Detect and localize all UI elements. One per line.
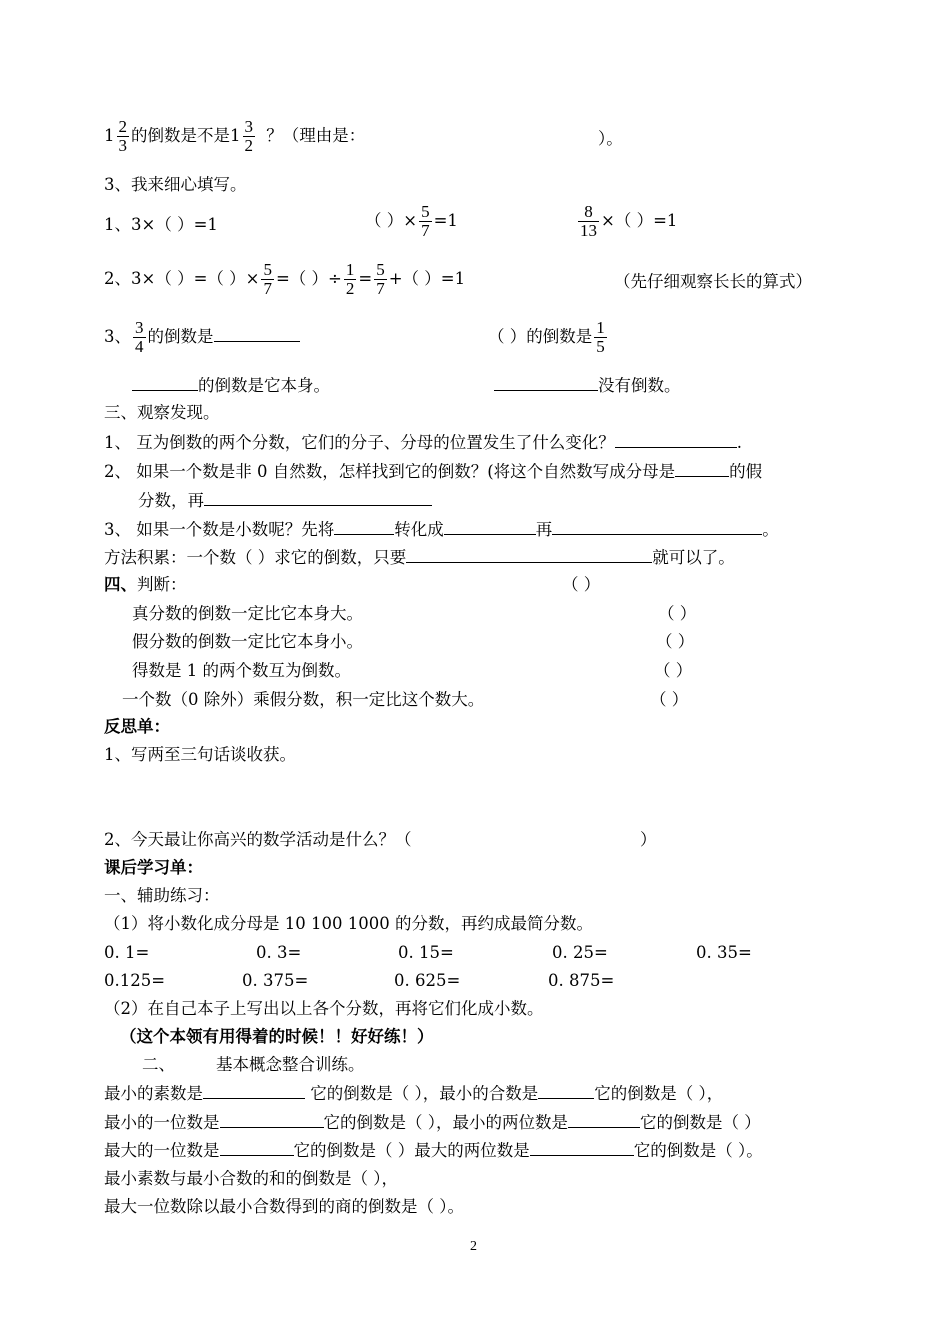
observe-q1: 1、 互为倒数的两个分数，它们的分子、分母的位置发生了什么变化？ . xyxy=(104,433,742,452)
decimal-item: 0. 15= xyxy=(398,943,454,962)
concept-line-3: 最大的一位数是 它的倒数是（ ）最大的两位数是 它的倒数是（ ）。 xyxy=(104,1141,763,1160)
blank-line xyxy=(406,546,652,563)
judge-paren-4: （ ） xyxy=(650,690,689,709)
blank-line xyxy=(494,374,598,391)
fill-row-1a: 1、3×（ ）=1 xyxy=(104,215,218,234)
intro-text-1: 的倒数是不是 xyxy=(131,126,230,145)
reflect-q2: 2、今天最让你高兴的数学活动是什么？（ xyxy=(104,830,412,849)
slogan: （这个本领有用得着的时候！！好好练！） xyxy=(120,1027,434,1046)
section-2-title: 基本概念整合训练。 xyxy=(216,1055,365,1074)
page-number: 2 xyxy=(470,1239,477,1254)
judge-item-2: 假分数的倒数一定比它本身小。 xyxy=(132,632,363,651)
intro-text-2: ？（理由是： xyxy=(266,126,366,145)
decimal-item: 0. 25= xyxy=(552,943,608,962)
section-3-title: 3、我来细心填写。 xyxy=(104,175,247,194)
fill-row-2: 2、3×（ ）=（ ）× $\frac{5}{7}$ =（ ）÷ $\frac{1}{2}$ = $\frac{5}{7}$ +（ ）=1 xyxy=(104,260,466,298)
aux-practice-1: （1）将小数化成分母是 10 100 1000 的分数，再约成最简分数。 xyxy=(104,914,593,933)
blank-line xyxy=(568,1111,640,1128)
judge-paren-0: （ ） xyxy=(562,575,601,594)
blank-line xyxy=(220,1111,324,1128)
fraction-5-7-b: $\frac{5}{7}$ xyxy=(263,260,272,298)
judge-item-3: 得数是 1 的两个数互为倒数。 xyxy=(132,661,351,680)
blank-line xyxy=(220,1139,294,1156)
decimal-item: 0. 625= xyxy=(394,971,461,990)
blank-line xyxy=(203,1082,305,1099)
mixed-whole-1: 1 xyxy=(104,126,115,145)
judge-paren-1: （ ） xyxy=(658,604,697,623)
fraction-3-2: $\frac{3}{2}$ xyxy=(244,117,253,155)
judge-item-1: 真分数的倒数一定比它本身大。 xyxy=(132,604,363,623)
fill-row-3b: （ ）的倒数是 $\frac{1}{5}$ xyxy=(488,318,605,356)
decimal-item: 0. 35= xyxy=(696,943,752,962)
blank-line xyxy=(132,374,198,391)
reflect-title: 反思单： xyxy=(104,717,170,736)
reflect-q2-close: ） xyxy=(640,830,657,849)
blank-line xyxy=(530,1139,634,1156)
decimal-item: 0. 375= xyxy=(242,971,309,990)
judge-item-4: 一个数（0 除外）乘假分数，积一定比这个数大。 xyxy=(122,690,485,709)
blank-line xyxy=(204,489,432,506)
blank-line xyxy=(334,518,394,535)
decimal-item: 0. 1= xyxy=(104,943,150,962)
decimal-item: 0.125= xyxy=(104,971,166,990)
section-judge-title: 四、判断： xyxy=(104,575,187,594)
intro-question xyxy=(104,118,365,155)
fraction-2-3: $\frac{2}{3}$ xyxy=(118,117,127,155)
concept-line-2: 最小的一位数是 它的倒数是（ ），最小的两位数是 它的倒数是（ ） xyxy=(104,1113,761,1132)
fraction-1-2: $\frac{1}{2}$ xyxy=(345,260,355,298)
section-2-number: 二、 xyxy=(142,1055,175,1074)
fraction-5-7: $\frac{5}{7}$ xyxy=(421,202,430,240)
judge-paren-3: （ ） xyxy=(654,661,693,680)
fill-row-1c: $\frac{8}{13}$ ×（ ）=1 xyxy=(580,202,678,240)
section-observe-title: 三、观察发现。 xyxy=(104,403,220,422)
observe-q2-cont: 分数，再 xyxy=(138,489,432,512)
aux-practice-2: （2）在自己本子上写出以上各个分数，再将它们化成小数。 xyxy=(104,999,544,1018)
blank-line xyxy=(552,518,762,535)
fraction-8-13: $\frac{8}{13}$ xyxy=(580,202,597,240)
blank-line xyxy=(538,1082,594,1099)
decimal-item: 0. 875= xyxy=(548,971,615,990)
method-summary: 方法积累：一个数（ ）求它的倒数，只要 就可以了。 xyxy=(104,548,735,567)
reflect-q1: 1、写两至三句话谈收获。 xyxy=(104,745,296,764)
intro-paren-close: ）。 xyxy=(598,129,623,148)
concept-line-5: 最大一位数除以最小合数得到的商的倒数是（ ）。 xyxy=(104,1197,464,1216)
concept-line-1: 最小的素数是 它的倒数是（ ），最小的合数是 它的倒数是（ ）， xyxy=(104,1084,724,1103)
aux-practice-title: 一、辅助练习： xyxy=(104,886,220,905)
fraction-5-7-c: $\frac{5}{7}$ xyxy=(376,260,385,298)
fill-row-4a: 的倒数是它本身。 xyxy=(132,374,330,397)
blank-line xyxy=(615,431,737,448)
fill-row-2-note: （先仔细观察长长的算式） xyxy=(614,272,812,291)
judge-paren-2: （ ） xyxy=(656,632,695,651)
mixed-whole-2: 1 xyxy=(230,126,241,145)
observe-q3: 3、 如果一个数是小数呢？先将 转化成 再 。 xyxy=(104,520,779,539)
after-class-title: 课后学习单： xyxy=(104,858,203,877)
fill-row-1b: （ ）× $\frac{5}{7}$ =1 xyxy=(365,202,458,240)
blank-line xyxy=(675,460,729,477)
fill-row-3a: 3、 $\frac{3}{4}$ 的倒数是 xyxy=(104,319,300,356)
fraction-3-4: $\frac{3}{4}$ xyxy=(135,318,144,356)
fill-row-4b: 没有倒数。 xyxy=(494,374,681,397)
concept-line-4: 最小素数与最小合数的和的倒数是（ ）， xyxy=(104,1169,398,1188)
decimal-item: 0. 3= xyxy=(256,943,302,962)
observe-q2: 2、 如果一个数是非 0 自然数，怎样找到它的倒数？(将这个自然数写成分母是 的假 xyxy=(104,462,763,481)
blank-line xyxy=(444,518,536,535)
blank-line xyxy=(214,325,300,342)
fraction-1-5: $\frac{1}{5}$ xyxy=(596,318,605,356)
